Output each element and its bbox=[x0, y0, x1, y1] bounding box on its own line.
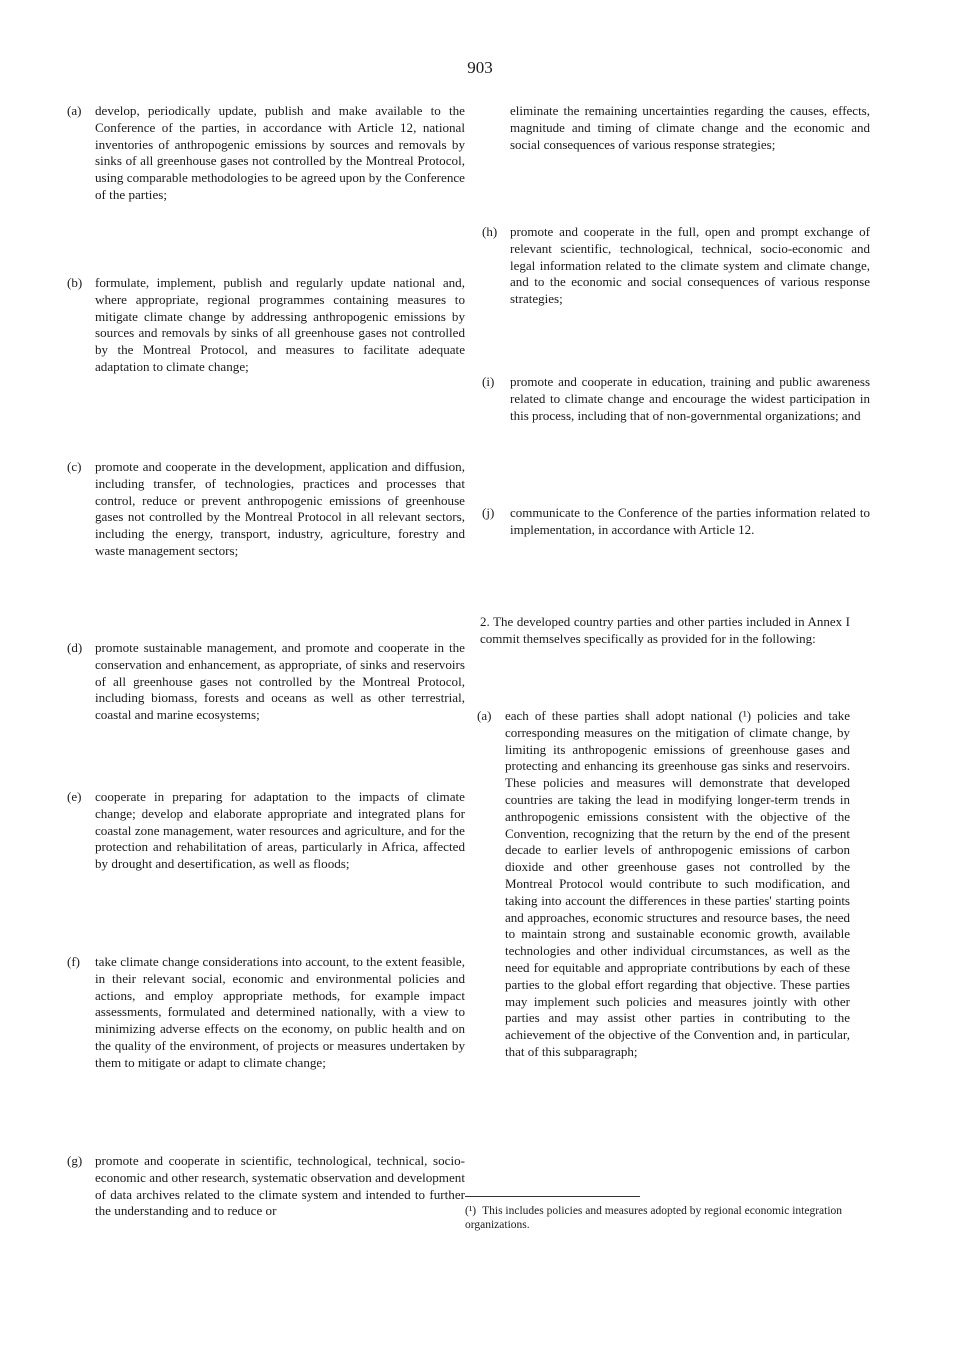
item-text: communicate to the Conference of the parties information related to implementation, in accordance with Article 12. bbox=[510, 505, 870, 537]
footnote-mark: (¹) bbox=[465, 1205, 477, 1217]
item-text: cooperate in preparing for adaptation to the impacts of climate change; develop and elaborate appropriate and integrated plans for coastal zone management, water resources and agriculture, and for the protection and rehabilitation of areas, particularly in Africa, affected by drought and desertification, as well as floods; bbox=[95, 789, 465, 872]
item-label: (b) bbox=[67, 275, 83, 290]
paragraph-2 bbox=[480, 614, 850, 648]
item-label: (j) bbox=[482, 505, 495, 520]
list-item bbox=[67, 275, 465, 376]
item-label: (d) bbox=[67, 640, 83, 655]
item-text: eliminate the remaining uncertainties regarding the causes, effects, magnitude and timing of climate change and the economic and social consequences of various response strategies; bbox=[510, 103, 870, 152]
page-number: 903 bbox=[467, 58, 493, 77]
item-label: (c) bbox=[67, 459, 82, 474]
item-text: take climate change considerations into account, to the extent feasible, in their relevant social, economic and environmental policies and actions, and employ appropriate methods, for example impact assessments, formulated and determined nationally, with a view to minimizing adverse effects on the economy, on public health and on the quality of the environment, of projects or measures undertaken by them to mitigate or adapt to climate change; bbox=[95, 954, 465, 1070]
item-label: (f) bbox=[67, 954, 80, 969]
item-text: promote and cooperate in scientific, technological, technical, socio-economic and other research, systematic observation and development of data archives related to the climate system and intended to further the understanding and to reduce or bbox=[95, 1153, 465, 1219]
item-label: (e) bbox=[67, 789, 82, 804]
item-text: promote and cooperate in the development, application and diffusion, including transfer, of technologies, practices and processes that control, reduce or prevent anthropogenic emissions of greenhouse gases not controlled by the Montreal Protocol in all relevant sectors, including the energy, transport, industry, agriculture, forestry and waste management sectors; bbox=[95, 459, 465, 558]
item-label: (i) bbox=[482, 374, 495, 389]
item-text: each of these parties shall adopt national (¹) policies and take corresponding measures on the mitigation of climate change, by limiting its anthropogenic emissions of greenhouse gases and protecting and enhancing its greenhouse gas sinks and reservoirs. These policies and measures will demonstrate that developed countries are taking the lead in modifying longer-term trends in anthropogenic emissions consistent with the objective of the Convention, recognizing that the return by the end of the present decade to earlier levels of anthropogenic emissions of carbon dioxide and other greenhouse gases not controlled by the Montreal Protocol would contribute to such modification, and taking into account the differences in these parties' starting points and approaches, economic structures and resource bases, the need to maintain strong and sustainable economic growth, available technologies and other individual circumstances, as well as the need for equitable and appropriate contributions by each of these parties to the global effort regarding that objective. These parties may implement such policies and measures jointly with other parties and may assist other parties in contributing to the achievement of the objective of the Convention and, in particular, that of this subparagraph; bbox=[505, 708, 850, 1059]
item-text: promote and cooperate in education, training and public awareness related to climate change and encourage the widest participation in this process, including that of non-governmental organizations; and bbox=[510, 374, 870, 423]
item-text: 2. The developed country parties and other parties included in Annex I commit themselves specifically as provided for in the following: bbox=[480, 614, 850, 646]
list-item bbox=[67, 789, 465, 873]
list-item bbox=[67, 1153, 465, 1220]
item-text: promote and cooperate in the full, open and prompt exchange of relevant scientific, technological, technical, socio-economic and legal information related to the climate system and climate change, and to the economic and social consequences of various response strategies; bbox=[510, 224, 870, 307]
list-item bbox=[67, 954, 465, 1072]
list-item bbox=[67, 103, 465, 204]
item-label: (a) bbox=[477, 708, 492, 723]
footnote-text: This includes policies and measures adopted by regional economic integration organizations. bbox=[465, 1205, 843, 1231]
footnote bbox=[465, 1204, 845, 1232]
footnote-rule bbox=[465, 1196, 640, 1197]
item-text: develop, periodically update, publish and make available to the Conference of the parties, in accordance with Article 12, national inventories of anthropogenic emissions by sources and removals by sinks of all greenhouse gases not controlled by the Montreal Protocol, using comparable methodologies to be agreed upon by the Conference of the parties; bbox=[95, 103, 465, 202]
list-item bbox=[67, 459, 465, 560]
item-text: promote sustainable management, and promote and cooperate in the conservation and enhancement, as appropriate, of sinks and reservoirs of all greenhouse gases not controlled by the Montreal Protocol, including biomass, forests and oceans as well as other terrestrial, coastal and marine ecosystems; bbox=[95, 640, 465, 723]
item-label: (h) bbox=[482, 224, 498, 239]
item-label: (g) bbox=[67, 1153, 83, 1168]
list-item bbox=[67, 640, 465, 724]
item-label: (a) bbox=[67, 103, 82, 118]
list-item bbox=[510, 103, 870, 153]
list-item bbox=[477, 708, 850, 1061]
list-item bbox=[482, 224, 870, 308]
list-item bbox=[482, 374, 870, 424]
list-item bbox=[482, 505, 870, 539]
item-text: formulate, implement, publish and regularly update national and, where appropriate, regional programmes containing measures to mitigate climate change by addressing anthropogenic emissions by sources and removals by sinks of all greenhouse gases not controlled by the Montreal Protocol, and measures to facilitate adequate adaptation to climate change; bbox=[95, 275, 465, 374]
